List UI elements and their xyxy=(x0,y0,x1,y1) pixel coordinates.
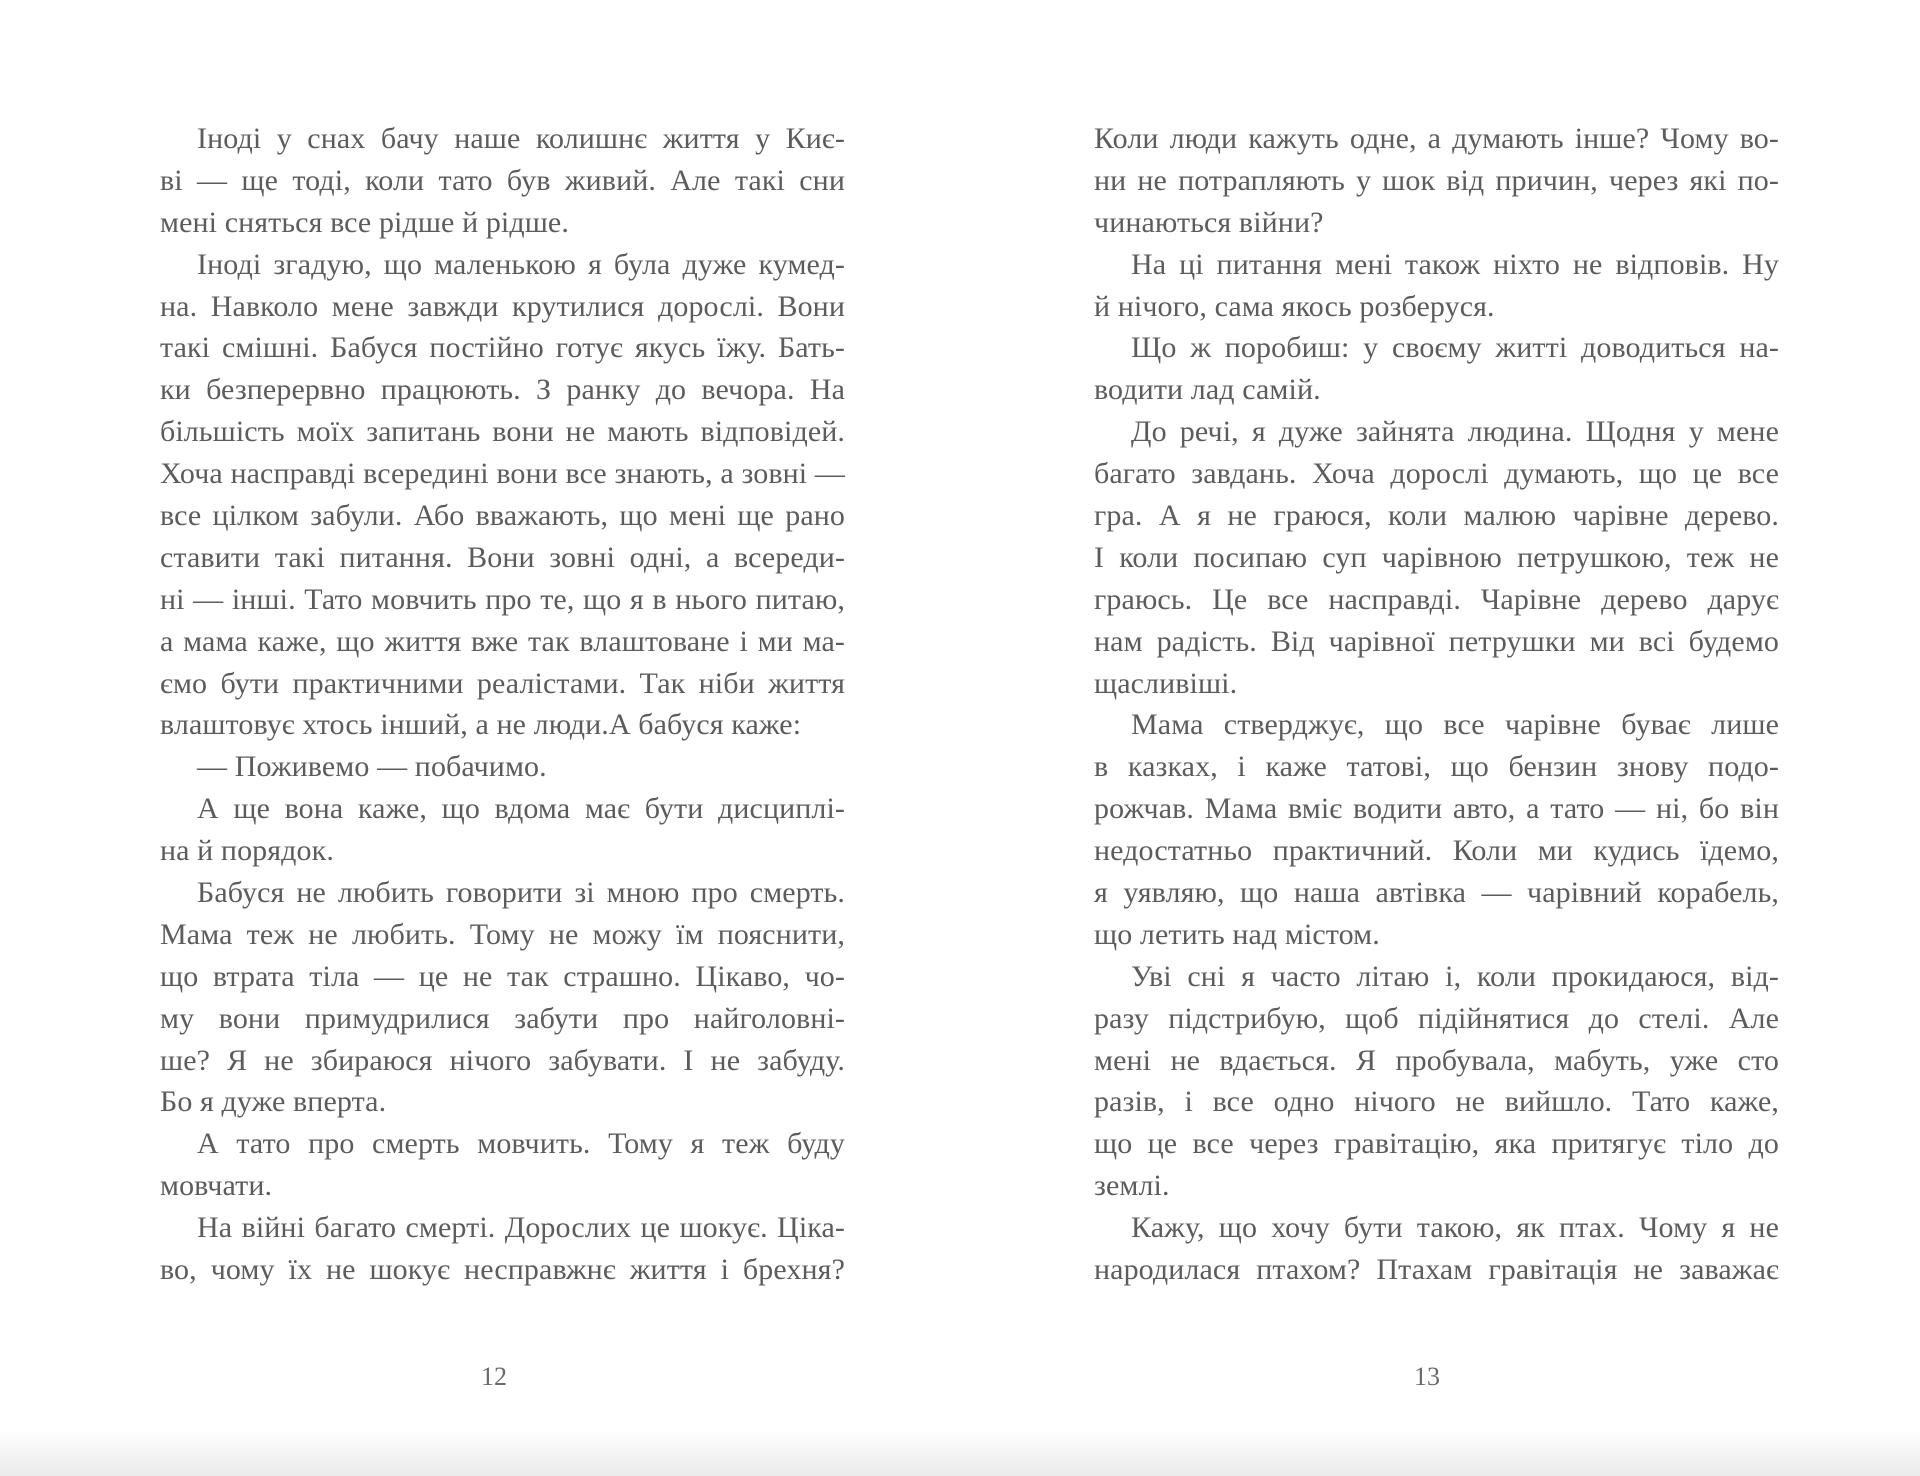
text-line: ні — інші. Тато мовчить про те, що я в нього питаю, xyxy=(160,582,845,616)
text-line: На війні багато смерті. Дорослих це шокує. Ціка- xyxy=(197,1211,845,1245)
text-line: Іноді згадую, що маленькою я була дуже кумед- xyxy=(197,247,845,281)
text-line: Коли люди кажуть одне, а думають інше? Чому во- xyxy=(1094,122,1779,155)
text-line: багато завдань. Хоча дорослі думають, що це все xyxy=(1094,457,1779,491)
text-line: влаштовує хтось інший, а не люди.А бабуся каже: xyxy=(160,708,802,742)
text-line: А ще вона каже, що вдома має бути дисциплі- xyxy=(197,792,845,826)
left-page-text xyxy=(160,118,845,1291)
text-line: в казках, і каже татові, що бензин знову подо- xyxy=(1094,750,1779,784)
text-line: нам радість. Від чарівної петрушки ми всі будемо xyxy=(1094,624,1779,658)
text-line: Мама теж не любить. Тому не можу їм пояснити, xyxy=(160,917,845,951)
text-line: му вони примудрилися забути про найголовні- xyxy=(160,1001,845,1035)
text-line: Хоча насправді всередині вони все знають, а зовні — xyxy=(160,457,845,491)
page-number-left: 12 xyxy=(481,1362,507,1391)
text-line: На ці питання мені також ніхто не відповів. Ну xyxy=(1131,247,1779,281)
text-line: Бо я дуже вперта. xyxy=(160,1085,387,1119)
page-bottom-shadow xyxy=(0,1430,1920,1476)
text-line: що це все через гравітацію, яка притягує тіло до xyxy=(1094,1127,1779,1161)
text-line: разів, і все одно нічого не вийшло. Тато каже, xyxy=(1094,1085,1779,1119)
text-line: такі смішні. Бабуся постійно готує якусь їжу. Бать- xyxy=(160,331,845,365)
text-line: Бабуся не любить говорити зі мною про смерть. xyxy=(197,876,845,910)
text-line: чинаються війни? xyxy=(1094,205,1324,239)
text-line: во, чому їх не шокує несправжнє життя і брехня? xyxy=(160,1253,845,1287)
text-line: недостатньо практичний. Коли ми кудись їдемо, xyxy=(1094,834,1779,868)
page-number-right: 13 xyxy=(1414,1362,1440,1391)
text-line: все цілком забули. Або вважають, що мені ще рано xyxy=(160,499,845,533)
text-line: щасливіші. xyxy=(1094,666,1238,700)
text-line: й нічого, сама якось розберуся. xyxy=(1094,289,1495,323)
right-page-text xyxy=(1094,118,1779,1291)
text-line: А тато про смерть мовчить. Тому я теж буду xyxy=(197,1127,845,1161)
text-line: більшість моїх запитань вони не мають відповідей. xyxy=(160,415,845,449)
text-line: ни не потрапляють у шок від причин, через які по- xyxy=(1094,163,1779,197)
text-line: граюсь. Це все насправді. Чарівне дерево дарує xyxy=(1094,582,1779,616)
text-line: ки безперервно працюють. З ранку до вечора. На xyxy=(160,373,845,407)
text-line: ємо бути практичними реалістами. Так ніби життя xyxy=(160,666,845,700)
text-line: — Поживемо — побачимо. xyxy=(197,750,547,784)
text-line: що летить над містом. xyxy=(1094,917,1380,951)
text-line: а мама каже, що життя вже так влаштоване і ми ма- xyxy=(160,624,845,658)
text-line: водити лад самій. xyxy=(1094,373,1321,407)
text-line: я уявляю, що наша автівка — чарівний корабель, xyxy=(1094,876,1779,910)
text-line: гра. А я не граюся, коли малюю чарівне дерево. xyxy=(1094,499,1779,533)
text-line: ше? Я не збираюся нічого забувати. І не забуду. xyxy=(160,1043,845,1077)
text-line: Мама стверджує, що все чарівне буває лише xyxy=(1131,708,1779,742)
text-line: Що ж поробиш: у своєму житті доводиться на- xyxy=(1131,331,1779,365)
text-line: мовчати. xyxy=(160,1169,273,1203)
text-line: Кажу, що хочу бути такою, як птах. Чому я не xyxy=(1131,1211,1779,1245)
text-line: мені сняться все рідше й рідше. xyxy=(160,205,569,239)
text-line: разу підстрибую, щоб підійнятися до стелі. Але xyxy=(1094,1001,1779,1035)
text-line: Іноді у снах бачу наше колишнє життя у Киє- xyxy=(197,122,845,155)
text-line: на й порядок. xyxy=(160,834,334,868)
text-line: ві — ще тоді, коли тато був живий. Але такі сни xyxy=(160,163,845,197)
text-line: ставити такі питання. Вони зовні одні, а всереди- xyxy=(160,540,845,574)
text-line: До речі, я дуже зайнята людина. Щодня у мене xyxy=(1131,415,1779,449)
text-line: Уві сні я часто літаю і, коли прокидаюся, від- xyxy=(1131,959,1779,993)
text-line: народилася птахом? Птахам гравітація не заважає xyxy=(1094,1253,1779,1287)
text-line: рожчав. Мама вміє водити авто, а тато — ні, бо він xyxy=(1094,792,1779,826)
text-line: мені не вдається. Я пробувала, мабуть, уже сто xyxy=(1094,1043,1779,1077)
text-line: на. Навколо мене завжди крутилися дорослі. Вони xyxy=(160,289,845,323)
text-line: І коли посипаю суп чарівною петрушкою, теж не xyxy=(1094,540,1779,574)
text-line: що втрата тіла — це не так страшно. Цікаво, чо- xyxy=(160,959,845,993)
text-line: землі. xyxy=(1094,1169,1170,1203)
